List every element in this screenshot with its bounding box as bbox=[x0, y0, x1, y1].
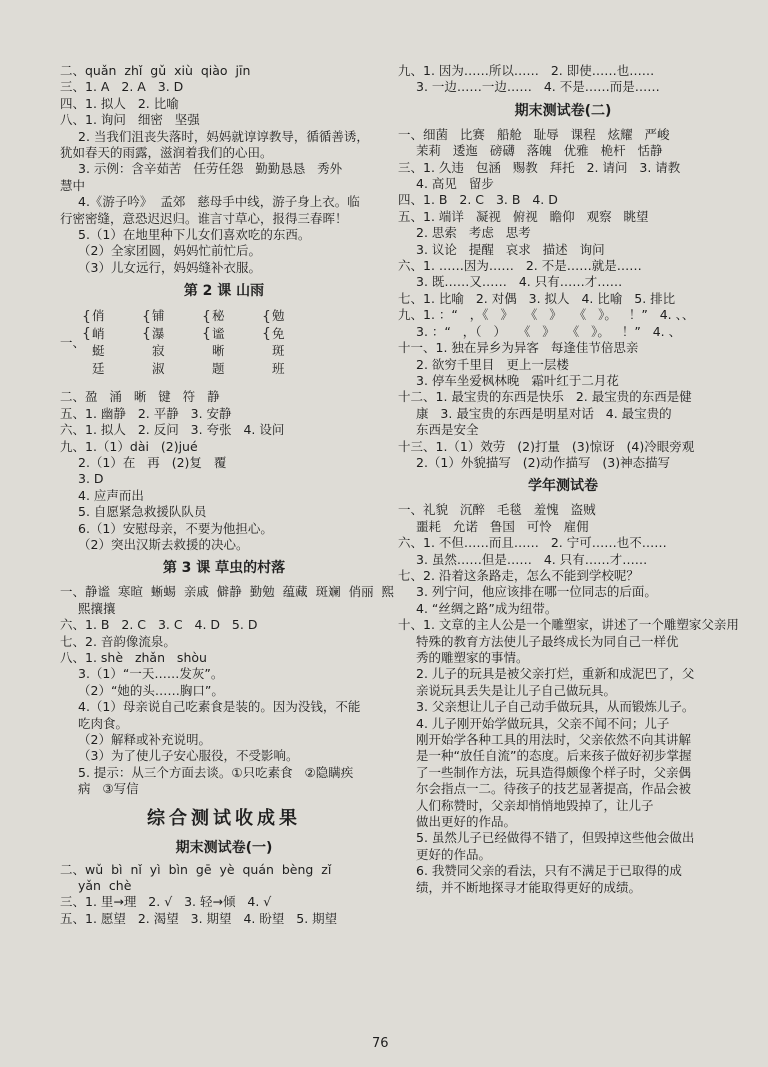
answer-line: 秀的雕塑家的事情。 bbox=[416, 650, 529, 665]
answer-line: 2.（1）外貌描写 (2)动作描写 (3)神态描写 bbox=[416, 454, 671, 470]
char-item: 瀑 bbox=[152, 325, 165, 341]
answer-line: 康 3. 最宝贵的东西是明星对话 4. 最宝贵的 bbox=[416, 405, 672, 421]
answer-line: 3. D bbox=[78, 471, 104, 487]
answer-line: 行密密缝，意恐迟迟归。谁言寸草心，报得三春晖！ bbox=[60, 210, 348, 226]
char-item: 班 bbox=[272, 360, 285, 376]
answer-line: 4. “丝绸之路”成为纽带。 bbox=[416, 600, 558, 616]
answer-block bbox=[60, 584, 395, 797]
answer-block bbox=[398, 127, 728, 472]
answer-line: 4. 高见 留步 bbox=[416, 176, 494, 192]
answer-line: 八、1. 询问 细密 坚强 bbox=[60, 112, 200, 128]
answer-line: 人们称赞时，父亲却悄悄地毁掉了，让儿子 bbox=[416, 797, 654, 813]
answer-line: 是一种“放任自流”的态度。后来孩子做好初步掌握 bbox=[416, 748, 692, 764]
char-item: 峭 bbox=[92, 325, 105, 341]
answer-line: 4. 儿子刚开始学做玩具，父亲不闻不问；儿子 bbox=[416, 715, 670, 731]
answer-line: 3. 虽然……但是…… 4. 只有……才…… bbox=[416, 551, 648, 567]
answer-line: 刚开始学各种工具的用法时，父亲依然不向其讲解 bbox=[416, 732, 692, 748]
answer-line: 6. 我赞同父亲的看法，只有不满足于已取得的成 bbox=[416, 863, 682, 879]
answer-line: 2. 儿子的玩具是被父亲打烂，重新和成泥巴了，父 bbox=[416, 666, 695, 682]
answer-line: 一、静谧 寒暄 蜥蜴 亲戚 僻静 勤勉 蕴藏 斑斓 俏丽 熙 bbox=[60, 584, 395, 600]
answer-line: （3）为了使儿子安心服役，不受影响。 bbox=[78, 748, 299, 764]
answer-line: 四、1. 拟人 2. 比喻 bbox=[60, 95, 179, 111]
brace-icon: { { bbox=[262, 309, 271, 343]
answer-line: 三、1. A 2. A 3. D bbox=[60, 79, 184, 95]
answer-line: 九、1. 因为……所以…… 2. 即使……也…… bbox=[398, 63, 655, 78]
brace-icon: { { bbox=[202, 309, 211, 343]
char-item: 晰 bbox=[212, 343, 225, 359]
answer-line: 东西是安全 bbox=[416, 422, 479, 438]
answer-line: 了一些制作方法，玩具造得颇像个样子时，父亲偶 bbox=[416, 764, 692, 780]
answer-line: 慧中 bbox=[60, 177, 86, 193]
lesson-2-title: 第 2 课 山雨 bbox=[183, 283, 265, 300]
answer-line: 2.（1）在 再 (2)复 覆 bbox=[78, 454, 227, 470]
answer-line: （2）突出汉斯去救援的决心。 bbox=[78, 536, 249, 552]
answer-line: 4. 应声而出 bbox=[78, 487, 144, 503]
exam-1-title: 期末测试卷(一) bbox=[175, 839, 273, 856]
char-item: 题 bbox=[212, 360, 225, 376]
answer-line: 六、1. B 2. C 3. C 4. D 5. D bbox=[60, 617, 258, 633]
char-item: 俏 bbox=[92, 308, 105, 324]
answer-line: 犹如春天的雨露，滋润着我们的心田。 bbox=[60, 145, 273, 161]
char-item: 斑 bbox=[272, 343, 285, 359]
answer-line: 九、1. ：“ ，《 》 《 》 《 》。 ！” 4. 、、 bbox=[398, 307, 695, 323]
answer-line: 2. 欲穷千里目 更上一层楼 bbox=[416, 356, 569, 372]
answer-line: 七、2. 音韵像流泉。 bbox=[60, 633, 176, 649]
lesson-3-title: 第 3 课 草虫的村落 bbox=[162, 560, 286, 577]
answer-line: 2. 思索 考虑 思考 bbox=[416, 225, 531, 241]
answer-line: 2. 当我们沮丧失落时，妈妈就谆谆教导，循循善诱， bbox=[78, 128, 369, 144]
answer-line: 亲说玩具丢失是让儿子自己做玩具。 bbox=[416, 682, 617, 698]
answer-line: （2）解释或补充说明。 bbox=[78, 732, 211, 747]
answer-line: yǎn chè bbox=[78, 878, 132, 894]
answer-line: 5. 虽然儿子已经做得不错了，但毁掉这些他会做出 bbox=[416, 830, 695, 846]
answer-line: 吃肉食。 bbox=[78, 715, 129, 731]
answer-line: 七、2. 沿着这条路走，怎么不能到学校呢？ bbox=[398, 567, 639, 583]
answer-line: 六、1. 拟人 2. 反问 3. 夸张 4. 设问 bbox=[60, 422, 285, 438]
answer-line: 三、1. 久违 包涵 赐教 拜托 2. 请问 3. 请教 bbox=[398, 159, 681, 175]
answer-line: 3. 示例：含辛茹苦 任劳任怨 勤勤恳恳 秀外 bbox=[78, 161, 343, 177]
answer-line: 做出更好的作品。 bbox=[416, 814, 517, 830]
answer-line: 4.（1）母亲说自己吃素食是装的。因为没钱，不能 bbox=[78, 699, 361, 715]
lesson-2-char-groups bbox=[60, 307, 388, 385]
answer-line: 特殊的教育方法使儿子最终成长为同自己一样优 bbox=[416, 633, 679, 649]
answer-line: （2）“她的头……胸口”。 bbox=[78, 682, 224, 698]
brace-icon: { { bbox=[142, 309, 151, 343]
answer-line: （3）儿女远行，妈妈缝补衣服。 bbox=[78, 259, 261, 275]
answer-line: 六、1. ……因为…… 2. 不是……就是…… bbox=[398, 258, 642, 274]
answer-line: 5.（1）在地里种下儿女们喜欢吃的东西。 bbox=[78, 227, 311, 243]
answer-line: 3. 列宁问，他应该排在哪一位同志的后面。 bbox=[416, 584, 657, 600]
section-title: 综合测试收成果 bbox=[147, 807, 301, 829]
answer-block bbox=[398, 502, 739, 896]
answer-block bbox=[398, 63, 728, 96]
answer-line: 十三、1.（1）效劳 (2)打量 (3)惊讶 (4)冷眼旁观 bbox=[398, 438, 695, 454]
answer-line: 熙攘攘 bbox=[78, 600, 116, 616]
answer-line: （2）全家团圆，妈妈忙前忙后。 bbox=[78, 243, 261, 259]
answer-block bbox=[60, 63, 388, 276]
answer-line: 八、1. shè zhǎn shòu bbox=[60, 649, 207, 665]
answer-block bbox=[60, 862, 388, 928]
answer-line: 3. ：“ ，（ ） 《 》 《 》。 ！” 4. 、 bbox=[416, 323, 682, 339]
question-number: 一、 bbox=[60, 335, 86, 351]
char-item: 谧 bbox=[212, 325, 225, 341]
answer-line: 五、1. 端详 凝视 俯视 瞻仰 观察 眺望 bbox=[398, 208, 649, 224]
answer-line: 一、礼貌 沉醉 毛毯 羞愧 盗贼 bbox=[398, 502, 596, 518]
char-item: 勉 bbox=[272, 308, 285, 324]
exam-2-title: 期末测试卷(二) bbox=[514, 102, 612, 119]
answer-line: 四、1. B 2. C 3. B 4. D bbox=[398, 192, 558, 208]
answer-line: 5. 自愿紧急救援队队员 bbox=[78, 504, 207, 520]
answer-line: 病 ③写信 bbox=[78, 781, 139, 797]
left-column bbox=[60, 63, 395, 927]
answer-line: 噩耗 允诺 鲁国 可怜 雇佣 bbox=[416, 518, 589, 534]
answer-line: 5. 提示：从三个方面去谈。①只吃素食 ②隐瞒疾 bbox=[78, 764, 354, 780]
answer-line: 3. 议论 提醒 哀求 描述 询问 bbox=[416, 241, 605, 257]
answer-line: 九、1.（1）dài (2)jué bbox=[60, 438, 198, 454]
answer-block bbox=[60, 389, 388, 553]
answer-line: 6.（1）安慰母亲，不要为他担心。 bbox=[78, 520, 273, 536]
page-number: 76 bbox=[372, 1036, 389, 1051]
char-item: 寂 bbox=[152, 343, 165, 359]
answer-line: 十二、1. 最宝贵的东西是快乐 2. 最宝贵的东西是健 bbox=[398, 389, 692, 405]
answer-line: 茉莉 逶迤 磅礴 落魄 优雅 桅杆 恬静 bbox=[416, 143, 663, 159]
answer-line: 二、quǎn zhǐ gǔ xiù qiào jīn bbox=[60, 63, 251, 78]
char-item: 免 bbox=[272, 325, 285, 341]
answer-line: 3. 一边……一边…… 4. 不是……而是…… bbox=[416, 79, 660, 95]
answer-line: 二、wǔ bì nǐ yì bìn gē yè quán bèng zǐ bbox=[60, 861, 332, 877]
right-column bbox=[398, 63, 739, 896]
answer-line: 三、1. 里→理 2. √ 3. 轻→倾 4. √ bbox=[60, 894, 272, 910]
answer-line: 3. 既……又…… 4. 只有……才…… bbox=[416, 274, 623, 290]
char-item: 蜓 bbox=[92, 343, 105, 359]
answer-line: 3. 停车坐爱枫林晚 霜叶红于二月花 bbox=[416, 372, 619, 388]
answer-line: 五、1. 愿望 2. 渴望 3. 期望 4. 盼望 5. 期望 bbox=[60, 910, 338, 926]
answer-line: 六、1. 不但……而且…… 2. 宁可……也不…… bbox=[398, 535, 667, 551]
answer-line: 更好的作品。 bbox=[416, 846, 492, 862]
answer-line: 五、1. 幽静 2. 平静 3. 安静 bbox=[60, 405, 232, 421]
year-test-title: 学年测试卷 bbox=[528, 478, 598, 495]
answer-line: 七、1. 比喻 2. 对偶 3. 拟人 4. 比喻 5. 排比 bbox=[398, 290, 676, 306]
answer-line: 一、细菌 比赛 船舱 耻辱 课程 炫耀 严峻 bbox=[398, 126, 670, 142]
char-item: 廷 bbox=[92, 360, 105, 376]
answer-line: 十、1. 文章的主人公是一个雕塑家，讲述了一个雕塑家父亲用 bbox=[398, 617, 739, 633]
char-item: 铺 bbox=[152, 308, 165, 324]
char-item: 秘 bbox=[212, 308, 225, 324]
char-item: 淑 bbox=[152, 360, 165, 376]
answer-line: 绩，并不断地探寻才能取得更好的成绩。 bbox=[416, 879, 642, 895]
answer-line: 尔会指点一二。待孩子的技艺显著提高，作品会被 bbox=[416, 781, 692, 797]
answer-line: 十一、1. 独在异乡为异客 每逢佳节倍思亲 bbox=[398, 340, 639, 356]
brace-icon: { { bbox=[82, 309, 91, 343]
answer-line: 3.（1）“一天……发灰”。 bbox=[78, 666, 224, 682]
answer-line: 二、盈 涌 晰 键 符 静 bbox=[60, 389, 220, 405]
answer-line: 4.《游子吟》 孟郊 慈母手中线，游子身上衣。临 bbox=[78, 194, 360, 210]
answer-line: 3. 父亲想让儿子自己动手做玩具，从而锻炼儿子。 bbox=[416, 699, 695, 715]
